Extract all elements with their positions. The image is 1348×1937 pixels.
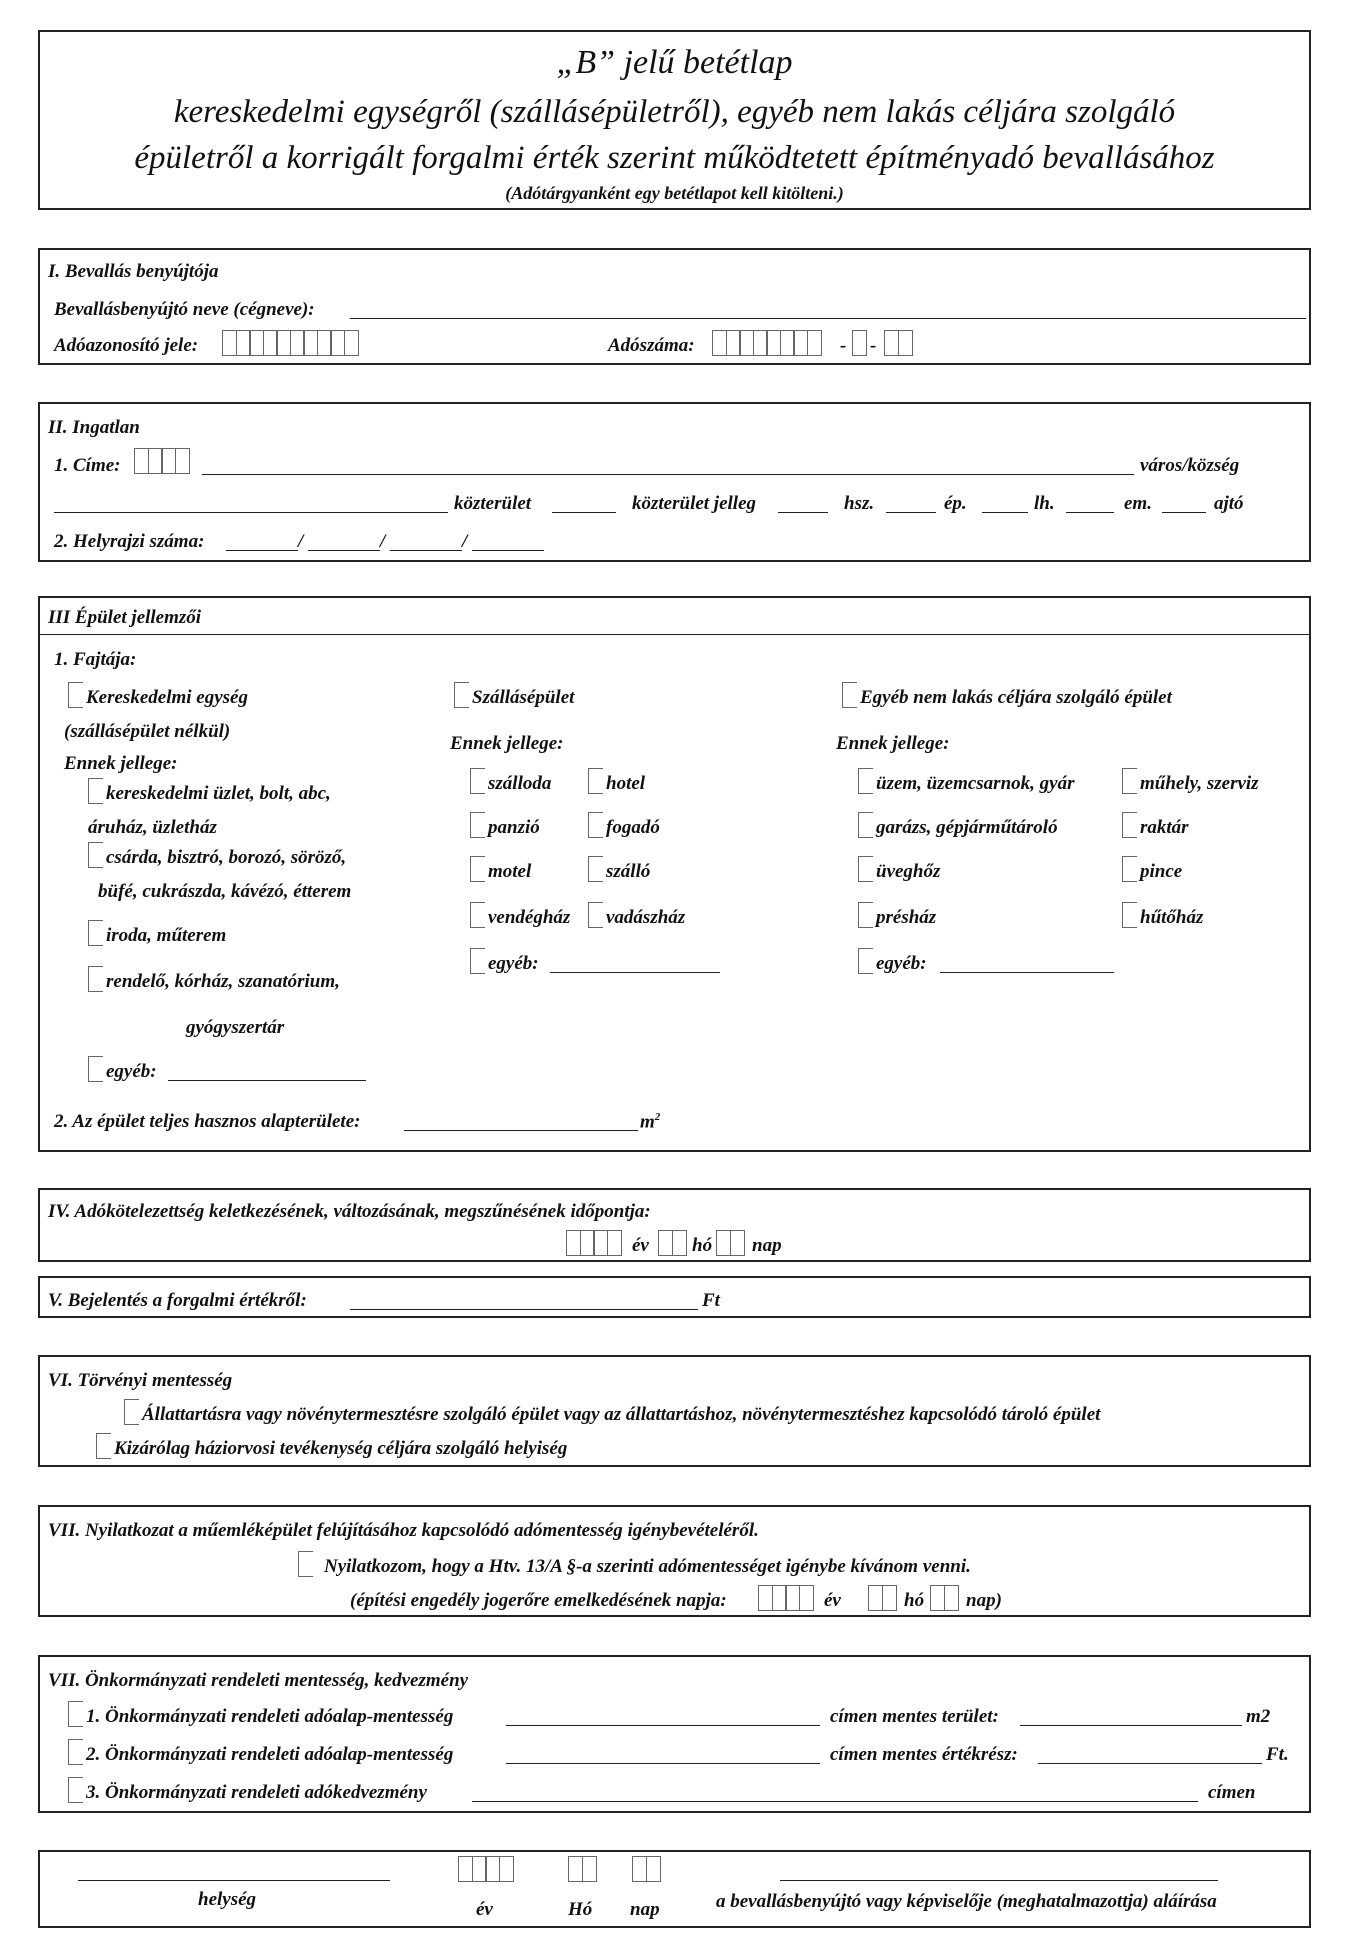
- signature-box: [38, 1850, 1311, 1928]
- parcel-field-2[interactable]: [308, 550, 380, 551]
- permit-day-label: nap): [966, 1590, 1002, 1611]
- parcel-slash-2: /: [380, 531, 386, 552]
- checkbox-local-1[interactable]: [68, 1701, 83, 1727]
- obligation-month-label: hó: [692, 1235, 713, 1256]
- permit-year-label: év: [824, 1590, 841, 1611]
- building-type-label: 1. Fajtája:: [54, 649, 137, 670]
- preshaz-label: présház: [876, 907, 937, 928]
- panzio-label: panzió: [488, 817, 540, 838]
- parcel-label: 2. Helyrajzi száma:: [54, 531, 205, 552]
- local-exemption-heading: VII. Önkormányzati rendeleti mentesség, kedvezmény: [48, 1670, 469, 1691]
- pince-label: pince: [1140, 861, 1183, 882]
- permit-month-label: hó: [904, 1590, 925, 1611]
- checkbox-szallo[interactable]: [588, 856, 603, 882]
- floor-area-label: 2. Az épület teljes hasznos alapterülete:: [54, 1111, 361, 1132]
- checkbox-agricultural[interactable]: [124, 1399, 139, 1425]
- col3-other-label: egyéb:: [876, 953, 927, 974]
- szalloda-label: szálloda: [488, 773, 552, 794]
- hsz-field[interactable]: [778, 512, 828, 513]
- title-line-2: kereskedelmi egységről (szállásépületről), egyéb nem lakás céljára szolgáló: [173, 94, 1176, 130]
- permit-month-cells[interactable]: [868, 1585, 895, 1611]
- motel-label: motel: [488, 861, 532, 882]
- muhely-label: műhely, szerviz: [1140, 773, 1259, 794]
- section-market-value: [38, 1276, 1311, 1318]
- szallo-label: szálló: [606, 861, 651, 882]
- local-1-right-label: címen mentes terület:: [830, 1706, 999, 1727]
- sign-year-cells[interactable]: [458, 1856, 512, 1882]
- commercial-sub-label: Ennek jellege:: [64, 753, 178, 774]
- checkbox-muhely[interactable]: [1122, 768, 1137, 794]
- fogado-label: fogadó: [606, 817, 660, 838]
- section-building-heading: III Épület jellemzői: [48, 607, 202, 628]
- other-building-sub-label: Ennek jellege:: [836, 733, 950, 754]
- shop-label-1: kereskedelmi üzlet, bolt, abc,: [106, 783, 331, 804]
- col3-other-field[interactable]: [940, 972, 1114, 973]
- section-monument-exemption: [38, 1505, 1311, 1617]
- title-line-1: „B” jelű betétlap: [556, 44, 793, 81]
- ep-field[interactable]: [886, 512, 936, 513]
- section-building-divider: [40, 634, 1309, 635]
- checkbox-monument-statement[interactable]: [298, 1551, 313, 1577]
- checkbox-gp-practice[interactable]: [96, 1433, 111, 1459]
- section-statutory-exemption: [38, 1355, 1311, 1467]
- floor-area-unit: $m^2$: [640, 1111, 661, 1133]
- place-field[interactable]: [78, 1880, 390, 1881]
- taxnum-dash-2: -: [870, 335, 877, 356]
- market-value-unit: Ft: [702, 1290, 720, 1311]
- market-value-field[interactable]: [350, 1309, 698, 1310]
- checkbox-accommodation[interactable]: [454, 682, 469, 708]
- office-label: iroda, műterem: [106, 925, 227, 946]
- raktar-label: raktár: [1140, 817, 1189, 838]
- checkbox-fogado[interactable]: [588, 812, 603, 838]
- zip-cells[interactable]: [134, 448, 188, 474]
- local-2-field[interactable]: [506, 1763, 820, 1764]
- clinic-label-1: rendelő, kórház, szanatórium,: [106, 971, 340, 992]
- permit-date-label: (építési engedély jogerőre emelkedésének napja:: [350, 1590, 727, 1611]
- checkbox-shop[interactable]: [88, 778, 103, 804]
- signature-field[interactable]: [780, 1880, 1218, 1881]
- checkbox-motel[interactable]: [470, 856, 485, 882]
- section-filer-heading: I. Bevallás benyújtója: [48, 261, 219, 282]
- title-note: (Adótárgyanként egy betétlapot kell kitölteni.): [505, 183, 844, 203]
- parcel-slash-1: /: [298, 531, 304, 552]
- monument-statement-label: Nyilatkozom, hogy a Htv. 13/A §-a szerinti adómentességet igénybe kívánom venni.: [324, 1556, 971, 1577]
- obligation-date-heading: IV. Adókötelezettség keletkezésének, változásának, megszűnésének időpontja:: [48, 1201, 651, 1222]
- col2-other-label: egyéb:: [488, 953, 539, 974]
- street-type-label: közterület jelleg: [632, 493, 757, 514]
- local-1-label: 1. Önkormányzati rendeleti adóalap-mentesség: [86, 1706, 454, 1727]
- monument-exemption-heading: VII. Nyilatkozat a műemléképület felújításához kapcsolódó adómentesség igénybevételéről.: [48, 1520, 759, 1541]
- signature-label: a bevallásbenyújtó vagy képviselője (meghatalmazottja) aláírása: [716, 1891, 1217, 1912]
- local-2-label: 2. Önkormányzati rendeleti adóalap-mentesség: [86, 1744, 454, 1765]
- taxid-cells[interactable]: [222, 330, 357, 356]
- local-1-area-field[interactable]: [1020, 1725, 1242, 1726]
- clinic-label-2: gyógyszertár: [186, 1017, 285, 1038]
- checkbox-preshaz[interactable]: [858, 902, 873, 928]
- sign-day-label: nap: [630, 1899, 660, 1920]
- parcel-field-3[interactable]: [390, 550, 462, 551]
- local-3-right-label: címen: [1208, 1782, 1256, 1803]
- em-label: em.: [1124, 493, 1152, 514]
- col1-other-field[interactable]: [168, 1080, 366, 1081]
- checkbox-szalloda[interactable]: [470, 768, 485, 794]
- address-label: 1. Címe:: [54, 455, 121, 476]
- hutohaz-label: hűtőház: [1140, 907, 1204, 928]
- restaurant-label-1: csárda, bisztró, borozó, söröző,: [106, 847, 347, 868]
- section-obligation-date: [38, 1188, 1311, 1262]
- accommodation-title: Szállásépület: [472, 687, 575, 708]
- section-property-heading: II. Ingatlan: [48, 417, 140, 438]
- checkbox-hotel[interactable]: [588, 768, 603, 794]
- checkbox-uveghaz[interactable]: [858, 856, 873, 882]
- obligation-day-label: nap: [752, 1235, 782, 1256]
- col1-other-label: egyéb:: [106, 1061, 157, 1082]
- vendeghaz-label: vendégház: [488, 907, 571, 928]
- title-box: [38, 30, 1311, 210]
- ajto-field[interactable]: [1162, 512, 1206, 513]
- taxnum-cells-1[interactable]: [712, 330, 820, 356]
- taxnum-label: Adószáma:: [608, 335, 695, 356]
- section-local-exemption: [38, 1655, 1311, 1813]
- checkbox-col1-other[interactable]: [88, 1056, 103, 1082]
- street-field[interactable]: [54, 512, 448, 513]
- checkbox-col3-other[interactable]: [858, 948, 873, 974]
- checkbox-other-building[interactable]: [842, 682, 857, 708]
- em-field[interactable]: [1066, 512, 1114, 513]
- street-label: közterület: [454, 493, 532, 514]
- taxid-label: Adóazonosító jele:: [54, 335, 199, 356]
- city-label: város/község: [1140, 455, 1240, 476]
- sign-month-cells[interactable]: [568, 1856, 595, 1882]
- obligation-year-label: év: [632, 1235, 649, 1256]
- ajto-label: ajtó: [1214, 493, 1244, 514]
- gp-practice-label: Kizárólag háziorvosi tevékenység céljára szolgáló helyiség: [114, 1438, 568, 1459]
- sign-year-label: év: [476, 1899, 493, 1920]
- commercial-subtitle: (szállásépület nélkül): [64, 721, 231, 742]
- hotel-label: hotel: [606, 773, 646, 794]
- local-1-unit: m2: [1246, 1706, 1271, 1727]
- title-line-3: épületről a korrigált forgalmi érték szerint működtetett építményadó bevallásához: [134, 140, 1215, 176]
- lh-field[interactable]: [982, 512, 1028, 513]
- accommodation-sub-label: Ennek jellege:: [450, 733, 564, 754]
- hsz-label: hsz.: [844, 493, 875, 514]
- section-property: [38, 402, 1311, 562]
- local-2-right-label: címen mentes értékrész:: [830, 1744, 1018, 1765]
- market-value-label: V. Bejelentés a forgalmi értékről:: [48, 1290, 307, 1311]
- vadaszhaz-label: vadászház: [606, 907, 686, 928]
- commercial-title: Kereskedelmi egység: [86, 687, 248, 708]
- local-2-value-field[interactable]: [1038, 1763, 1262, 1764]
- local-3-label: 3. Önkormányzati rendeleti adókedvezmény: [86, 1782, 427, 1803]
- checkbox-local-3[interactable]: [68, 1777, 83, 1803]
- agricultural-label: Állattartásra vagy növénytermesztésre szolgáló épület vagy az állattartáshoz, növénytermesztéshez kapcsolódó tároló épület: [142, 1404, 1101, 1425]
- checkbox-office[interactable]: [88, 920, 103, 946]
- garazs-label: garázs, gépjárműtároló: [876, 817, 1058, 838]
- section-building: [38, 596, 1311, 1152]
- statutory-exemption-heading: VI. Törvényi mentesség: [48, 1370, 233, 1391]
- shop-label-2: áruház, üzletház: [88, 817, 217, 838]
- taxnum-cells-2[interactable]: [852, 330, 866, 356]
- uveghaz-label: üveghőz: [876, 861, 941, 882]
- obligation-month-cells[interactable]: [658, 1230, 685, 1256]
- filer-name-label: Bevallásbenyújtó neve (cégneve):: [54, 299, 315, 320]
- other-building-title: Egyéb nem lakás céljára szolgáló épület: [860, 687, 1172, 708]
- section-filer: [38, 248, 1311, 365]
- permit-day-cells[interactable]: [930, 1585, 957, 1611]
- obligation-day-cells[interactable]: [716, 1230, 743, 1256]
- col2-other-field[interactable]: [550, 972, 720, 973]
- restaurant-label-2: büfé, cukrászda, kávézó, étterem: [98, 881, 352, 902]
- checkbox-panzio[interactable]: [470, 812, 485, 838]
- checkbox-garazs[interactable]: [858, 812, 873, 838]
- street-type-field[interactable]: [552, 512, 616, 513]
- checkbox-commercial[interactable]: [68, 682, 83, 708]
- local-1-field[interactable]: [506, 1725, 820, 1726]
- checkbox-vendeghaz[interactable]: [470, 902, 485, 928]
- obligation-year-cells[interactable]: [566, 1230, 620, 1256]
- taxnum-cells-3[interactable]: [884, 330, 911, 356]
- taxnum-dash-1: -: [840, 335, 847, 356]
- parcel-field-4[interactable]: [472, 550, 544, 551]
- checkbox-hutohaz[interactable]: [1122, 902, 1137, 928]
- parcel-field-1[interactable]: [226, 550, 298, 551]
- local-3-field[interactable]: [472, 1801, 1198, 1802]
- checkbox-col2-other[interactable]: [470, 948, 485, 974]
- uzem-label: üzem, üzemcsarnok, gyár: [876, 773, 1075, 794]
- filer-name-field[interactable]: [350, 318, 1306, 319]
- checkbox-pince[interactable]: [1122, 856, 1137, 882]
- place-label: helység: [198, 1889, 257, 1910]
- checkbox-restaurant[interactable]: [88, 842, 103, 868]
- sign-day-cells[interactable]: [632, 1856, 659, 1882]
- checkbox-raktar[interactable]: [1122, 812, 1137, 838]
- city-field[interactable]: [202, 474, 1134, 475]
- floor-area-field[interactable]: [404, 1130, 638, 1131]
- parcel-slash-3: /: [462, 531, 468, 552]
- checkbox-local-2[interactable]: [68, 1739, 83, 1765]
- sign-month-label: Hó: [568, 1899, 593, 1920]
- ep-label: ép.: [944, 493, 967, 514]
- local-2-unit: Ft.: [1266, 1744, 1289, 1765]
- lh-label: lh.: [1034, 493, 1055, 514]
- checkbox-vadaszhaz[interactable]: [588, 902, 603, 928]
- checkbox-clinic[interactable]: [88, 966, 103, 992]
- checkbox-uzem[interactable]: [858, 768, 873, 794]
- permit-year-cells[interactable]: [758, 1585, 812, 1611]
